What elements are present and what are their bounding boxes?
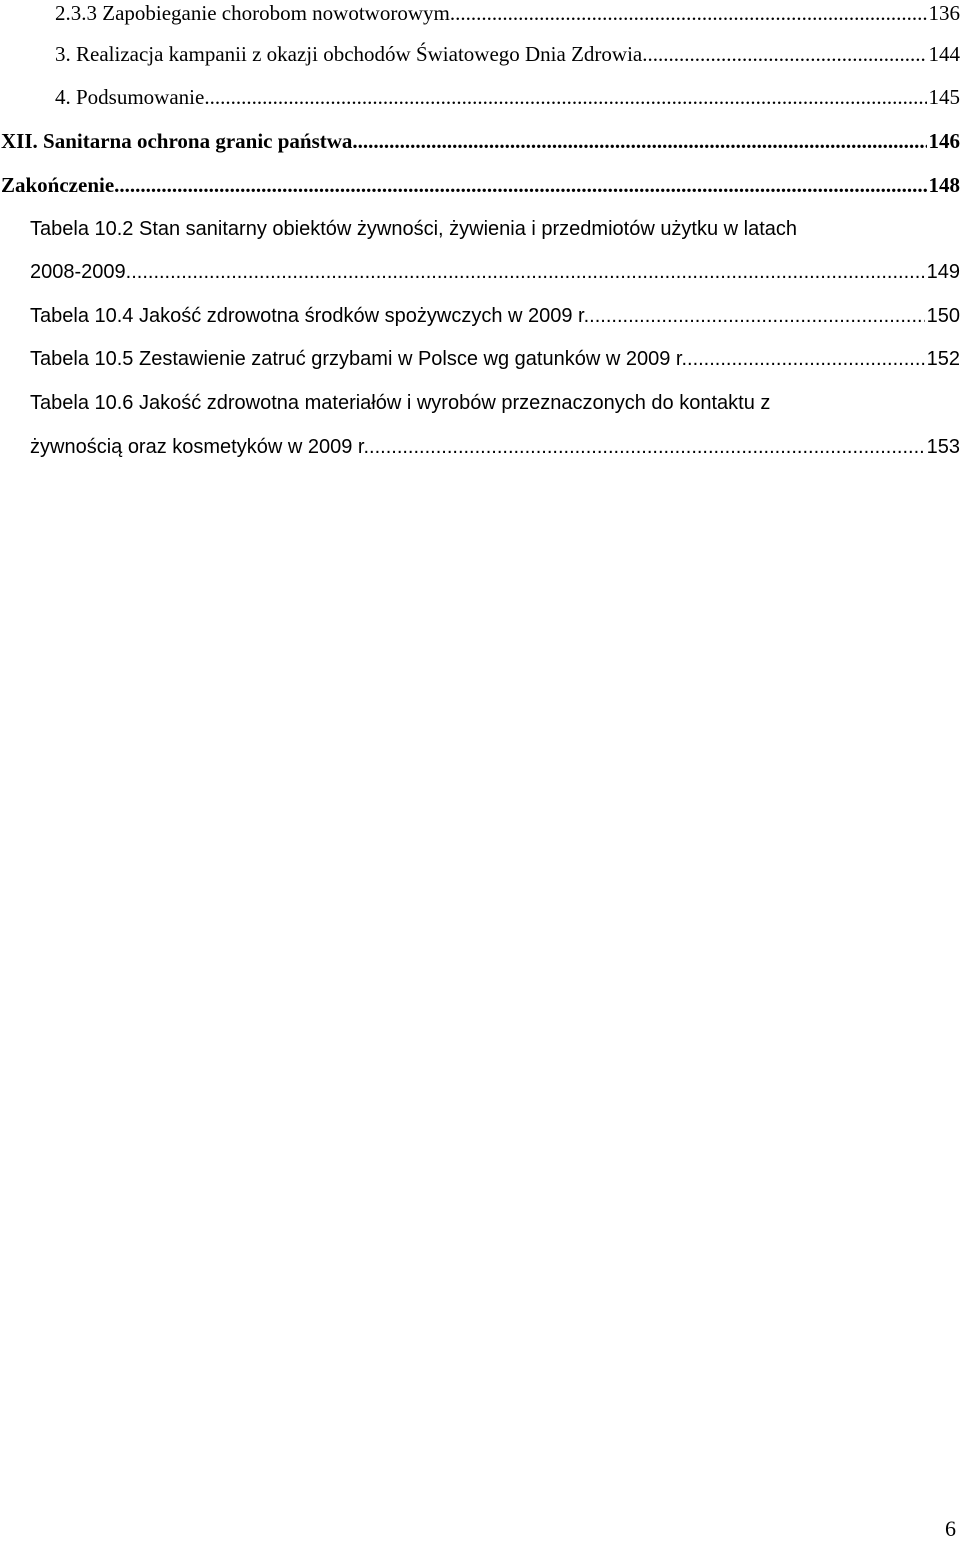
toc-entry-page: 146: [928, 129, 960, 153]
dot-leader: [687, 342, 925, 376]
toc-entry[interactable]: [55, 0, 960, 30]
toc-entry-label: 4. Podsumowanie: [55, 85, 205, 109]
toc-entry-label: Tabela 10.4 Jakość zdrowotna środków spożywczych w 2009 r.: [30, 305, 590, 327]
dot-leader: [352, 124, 926, 158]
page-number: 6: [945, 1516, 956, 1541]
toc-entry-page: 145: [928, 85, 960, 109]
toc-entry-page: 152: [926, 348, 960, 370]
toc-entry-page: 150: [926, 305, 960, 327]
toc-entry-label: żywnością oraz kosmetyków w 2009 r.: [30, 436, 370, 458]
dot-leader: [642, 37, 926, 71]
dot-leader: [369, 430, 925, 464]
dot-leader: [204, 80, 926, 114]
toc-entry-label: XII. Sanitarna ochrona granic państwa: [1, 129, 353, 153]
toc-entry-page: 144: [928, 42, 960, 66]
toc-entry[interactable]: [30, 299, 960, 333]
toc-entry-label-line1: Tabela 10.2 Stan sanitarny obiektów żywności, żywienia i przedmiotów użytku w latach: [30, 218, 798, 240]
toc-entry-label: Zakończenie: [1, 173, 115, 197]
toc-entry-page: 153: [926, 436, 960, 458]
toc-entry[interactable]: [55, 37, 960, 71]
toc-entry-label: 3. Realizacja kampanii z okazji obchodów Światowego Dnia Zdrowia: [55, 42, 643, 66]
toc-entry[interactable]: [30, 430, 960, 464]
toc-entry[interactable]: [1, 168, 960, 202]
toc-entry-page: 136: [928, 1, 960, 25]
dot-leader: [114, 168, 926, 202]
toc-entry[interactable]: [1, 124, 960, 158]
toc-entry[interactable]: [30, 342, 960, 376]
toc-entry[interactable]: [55, 80, 960, 114]
toc-entry-label: 2.3.3 Zapobieganie chorobom nowotworowym: [55, 1, 450, 25]
toc-entry[interactable]: [30, 255, 960, 289]
dot-leader: [126, 255, 925, 289]
toc-entry-label: 2008-2009: [30, 261, 126, 283]
toc-entry-label-line1: Tabela 10.6 Jakość zdrowotna materiałów i wyrobów przeznaczonych do kontaktu z: [30, 392, 771, 414]
toc-entry-page: 148: [928, 173, 960, 197]
toc-entry-page: 149: [926, 261, 960, 283]
dot-leader: [589, 299, 924, 333]
toc-entry-label: Tabela 10.5 Zestawienie zatruć grzybami w Polsce wg gatunków w 2009 r.: [30, 348, 688, 370]
dot-leader: [450, 0, 927, 30]
